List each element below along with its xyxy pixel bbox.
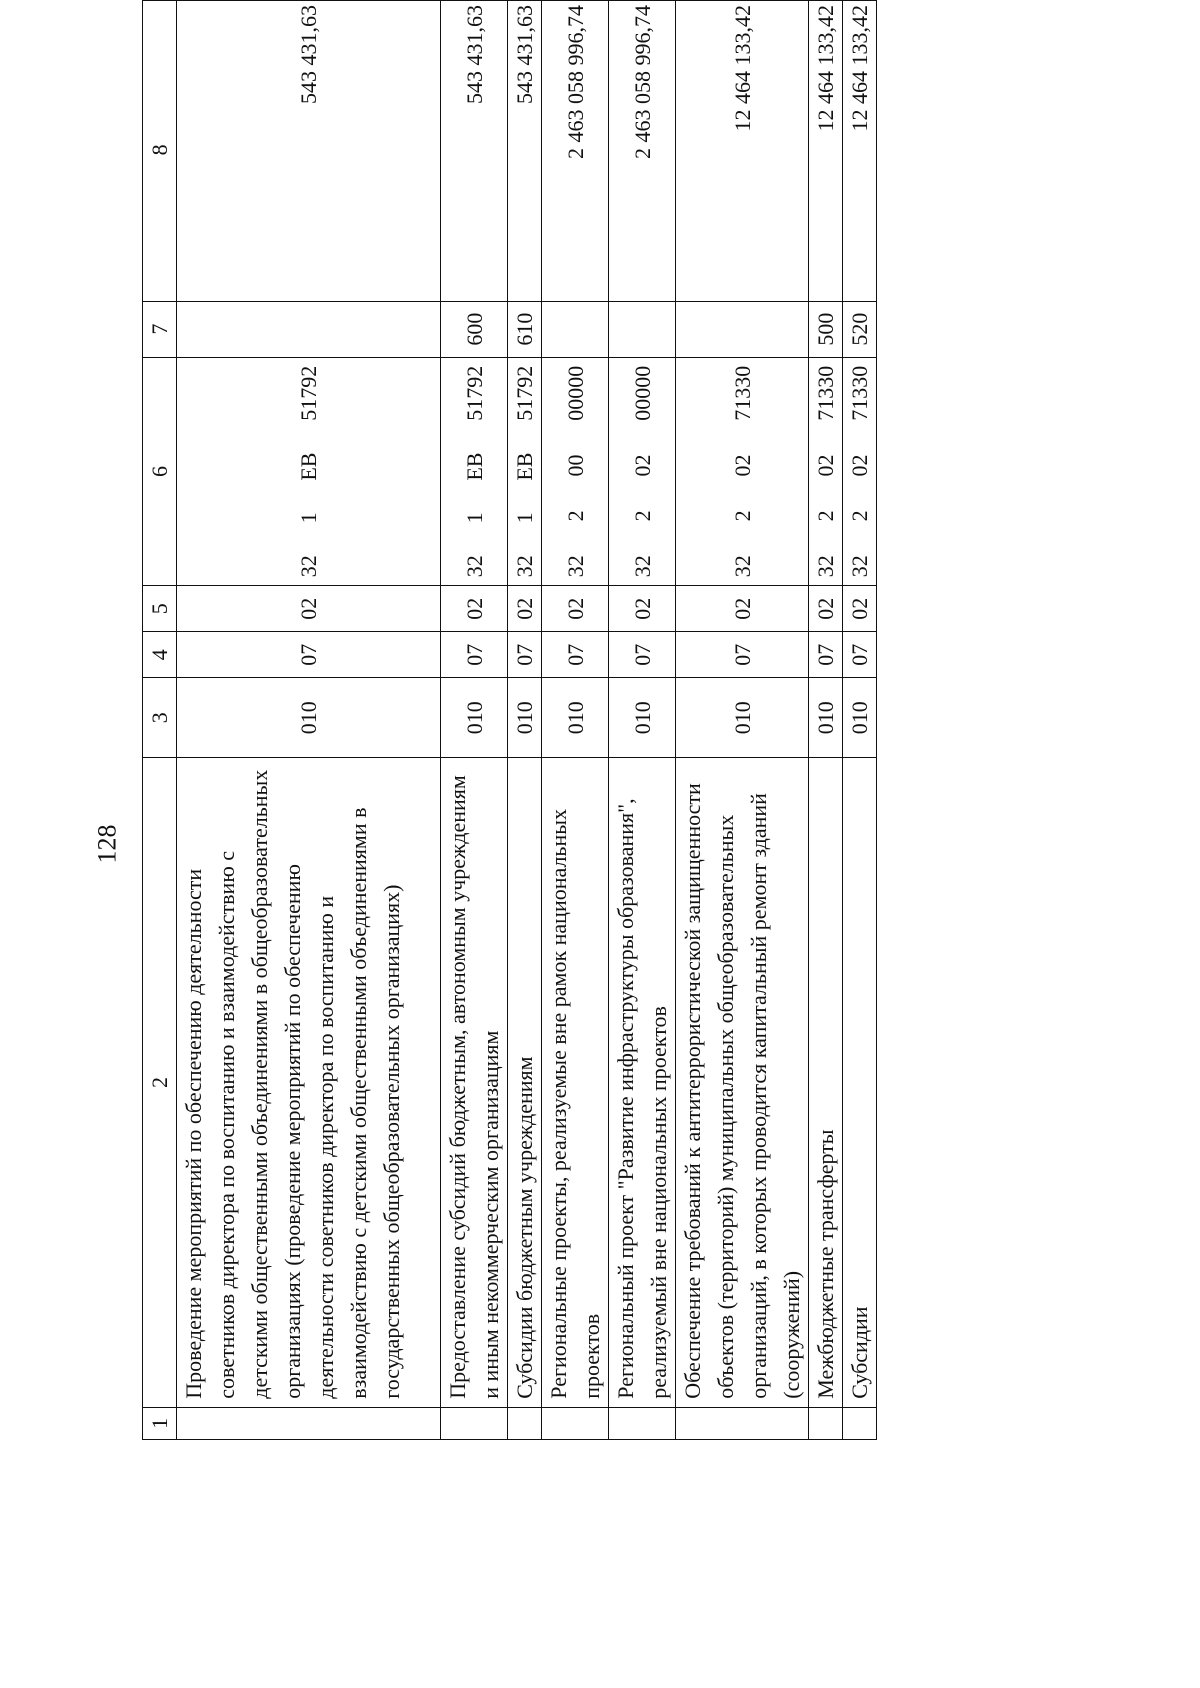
target-article-codes [626, 364, 659, 579]
amount-cell: 543 431,63 [508, 1, 542, 302]
target-article-codes [458, 364, 491, 579]
header-cell: 7 [143, 301, 177, 357]
ministry-code-cell: 010 [676, 678, 809, 758]
subsection-code-cell: 02 [508, 586, 542, 632]
row-name-cell: Межбюджетные трансферты [809, 758, 843, 1408]
amount-cell: 12 464 133,42 [676, 1, 809, 302]
amount-cell: 543 431,63 [177, 1, 441, 302]
row-number-cell [843, 1407, 877, 1439]
header-cell: 3 [143, 678, 177, 758]
expense-type-cell [676, 301, 809, 357]
row-number-cell [809, 1407, 843, 1439]
expense-type-cell [609, 301, 676, 357]
row-name-cell: Предоставление субсидий бюджетным, автономным учреждениям и иным некоммерческим организациям [441, 758, 508, 1408]
target-article-codes [843, 364, 876, 579]
header-cell: 8 [143, 1, 177, 302]
ministry-code-cell: 010 [609, 678, 676, 758]
target-article-cell [809, 357, 843, 585]
target-article-part: 1 [461, 512, 487, 524]
target-article-part: 02 [847, 454, 872, 477]
table-row [508, 1, 542, 1440]
section-code-cell: 07 [542, 632, 609, 678]
row-number-cell [508, 1407, 542, 1439]
target-article-cell [542, 357, 609, 585]
target-article-part: 2 [847, 510, 872, 522]
header-cell: 5 [143, 586, 177, 632]
table-row [441, 1, 508, 1440]
subsection-code-cell: 02 [609, 586, 676, 632]
expense-type-cell: 600 [441, 301, 508, 357]
row-number-cell [542, 1407, 609, 1439]
subsection-code-cell: 02 [177, 586, 441, 632]
target-article-part: 71330 [847, 365, 872, 421]
ministry-code-cell: 010 [843, 678, 877, 758]
target-article-cell [676, 357, 809, 585]
target-article-part: 32 [461, 555, 487, 578]
header-cell: 1 [143, 1407, 177, 1439]
amount-cell: 2 463 058 996,74 [609, 1, 676, 302]
target-article-part: 00000 [562, 365, 588, 421]
target-article-part: 2 [729, 510, 755, 522]
target-article-part: 32 [729, 555, 755, 578]
table-row [843, 1, 877, 1440]
target-article-cell [843, 357, 877, 585]
subsection-code-cell: 02 [542, 586, 609, 632]
target-article-part: 02 [729, 454, 755, 477]
section-code-cell: 07 [809, 632, 843, 678]
expense-type-cell [542, 301, 609, 357]
ministry-code-cell: 010 [508, 678, 542, 758]
target-article-part: 1 [296, 512, 321, 524]
target-article-part: 02 [813, 454, 838, 477]
target-article-codes [559, 364, 592, 579]
header-row [143, 1, 177, 1440]
table-row [177, 1, 441, 1440]
row-name-cell: Обеспечение требований к антитеррористической защищенности объектов (территорий) муниципальных общеобразовательных организаций, в которых проводится капитальный ремонт зданий (сооружений) [676, 758, 809, 1408]
target-article-cell [177, 357, 441, 585]
target-article-cell [441, 357, 508, 585]
table-row [542, 1, 609, 1440]
section-code-cell: 07 [843, 632, 877, 678]
target-article-cell [609, 357, 676, 585]
target-article-part: 2 [813, 510, 838, 522]
target-article-part: ЕВ [512, 452, 537, 481]
section-code-cell: 07 [508, 632, 542, 678]
budget-table [142, 0, 877, 1440]
table-row [609, 1, 676, 1440]
expense-type-cell: 500 [809, 301, 843, 357]
subsection-code-cell: 02 [843, 586, 877, 632]
target-article-part: 2 [562, 510, 588, 522]
row-name-cell: Региональный проект "Развитие инфраструктуры образования", реализуемый вне национальных проектов [609, 758, 676, 1408]
row-name-cell: Проведение мероприятий по обеспечению деятельности советников директора по воспитанию и взаимодействию с детскими общественными объединениями в общеобразовательных организациях (проведение мероприятий по обеспечению деятельности советников директора по воспитанию и взаимодействию с детскими общественными объединениями в государственных общеобразовательных организациях) [177, 758, 441, 1408]
target-article-codes [726, 364, 759, 579]
ministry-code-cell: 010 [441, 678, 508, 758]
table-row [809, 1, 843, 1440]
amount-cell: 543 431,63 [441, 1, 508, 302]
amount-cell: 2 463 058 996,74 [542, 1, 609, 302]
target-article-part: 32 [296, 555, 321, 578]
target-article-part: 00 [562, 454, 588, 477]
table-body [177, 1, 877, 1440]
target-article-part: 1 [512, 512, 537, 524]
target-article-part: 71330 [813, 365, 838, 421]
target-article-codes [292, 364, 325, 579]
row-number-cell [676, 1407, 809, 1439]
amount-cell: 12 464 133,42 [843, 1, 877, 302]
page-number: 128 [92, 824, 122, 864]
target-article-part: 32 [813, 555, 838, 578]
target-article-part: 02 [629, 454, 655, 477]
subsection-code-cell: 02 [441, 586, 508, 632]
header-cell: 4 [143, 632, 177, 678]
target-article-cell [508, 357, 542, 585]
target-article-part: 00000 [629, 365, 655, 421]
subsection-code-cell: 02 [809, 586, 843, 632]
row-name-cell: Субсидии бюджетным учреждениям [508, 758, 542, 1408]
target-article-part: 32 [562, 555, 588, 578]
row-number-cell [609, 1407, 676, 1439]
target-article-part: 32 [847, 555, 872, 578]
expense-type-cell: 520 [843, 301, 877, 357]
target-article-part: 32 [512, 555, 537, 578]
table-row [676, 1, 809, 1440]
row-number-cell [177, 1407, 441, 1439]
header-cell: 2 [143, 758, 177, 1408]
subsection-code-cell: 02 [676, 586, 809, 632]
section-code-cell: 07 [609, 632, 676, 678]
ministry-code-cell: 010 [177, 678, 441, 758]
ministry-code-cell: 010 [542, 678, 609, 758]
header-cell: 6 [143, 357, 177, 585]
target-article-part: 2 [629, 510, 655, 522]
expense-type-cell [177, 301, 441, 357]
section-code-cell: 07 [676, 632, 809, 678]
target-article-part: ЕВ [296, 452, 321, 481]
target-article-part: 71330 [729, 365, 755, 421]
target-article-part: 51792 [461, 365, 487, 421]
amount-cell: 12 464 133,42 [809, 1, 843, 302]
ministry-code-cell: 010 [809, 678, 843, 758]
section-code-cell: 07 [441, 632, 508, 678]
target-article-part: 32 [629, 555, 655, 578]
target-article-part: 51792 [296, 365, 321, 421]
expense-type-cell: 610 [508, 301, 542, 357]
section-code-cell: 07 [177, 632, 441, 678]
target-article-part: ЕВ [461, 452, 487, 481]
target-article-codes [508, 364, 541, 579]
row-name-cell: Региональные проекты, реализуемые вне рамок национальных проектов [542, 758, 609, 1408]
target-article-part: 51792 [512, 365, 537, 421]
target-article-codes [809, 364, 842, 579]
row-number-cell [441, 1407, 508, 1439]
row-name-cell: Субсидии [843, 758, 877, 1408]
